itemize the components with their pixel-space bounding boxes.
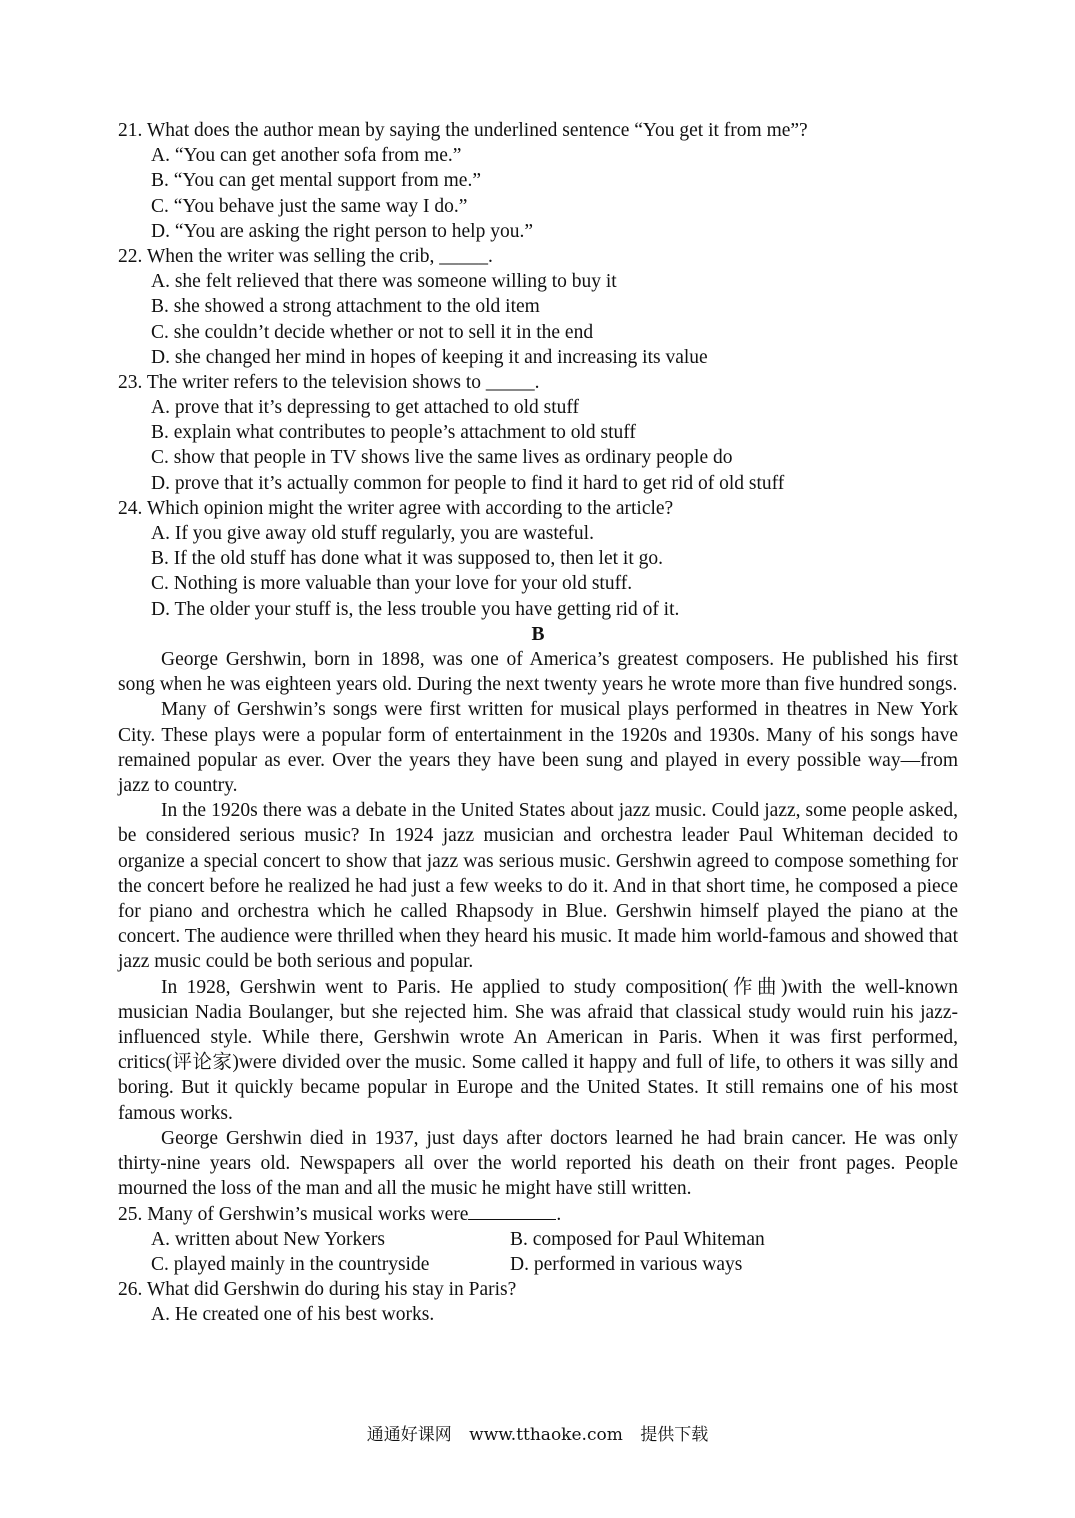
question-25-option-c: C. played mainly in the countryside — [151, 1253, 430, 1275]
section-b-heading: B — [531, 623, 545, 645]
question-22-option-c: C. she couldn’t decide whether or not to sell it in the end — [151, 321, 594, 343]
question-22-option-d: D. she changed her mind in hopes of keeping it and increasing its value — [151, 346, 708, 368]
footer-url[interactable]: www.tthaoke.com — [469, 1425, 623, 1445]
question-25-options-row-2 — [118, 1252, 958, 1277]
question-23-option-d: D. prove that it’s actually common for people to find it hard to get rid of old stuff — [151, 472, 785, 494]
question-24-stem: 24. Which opinion might the writer agree with according to the article? — [118, 497, 674, 519]
question-25-end: . — [556, 1204, 562, 1226]
question-24-option-d: D. The older your stuff is, the less trouble you have getting rid of it. — [151, 598, 680, 620]
answer-blank — [468, 1201, 556, 1220]
question-21-option-d: D. “You are asking the right person to help you.” — [151, 220, 533, 242]
question-25-options-row-1 — [118, 1227, 958, 1252]
question-25-option-a: A. written about New Yorkers — [151, 1228, 385, 1250]
question-25-option-b: B. composed for Paul Whiteman — [510, 1228, 765, 1250]
page-footer — [0, 1420, 1075, 1445]
question-22-option-a: A. she felt relieved that there was someone willing to buy it — [151, 271, 617, 293]
question-22-option-b: B. she showed a strong attachment to the old item — [151, 296, 540, 318]
question-26-stem: 26. What did Gershwin do during his stay in Paris? — [118, 1278, 517, 1300]
question-25-text: 25. Many of Gershwin’s musical works were — [118, 1204, 469, 1226]
question-23-stem: 23. The writer refers to the television shows to _____. — [118, 371, 540, 393]
passage-paragraph-3: In the 1920s there was a debate in the United States about jazz music. Could jazz, some people asked, be considered serious music? In 1924 jazz musician and orchestra leader Paul Whiteman decided to organize a special concert to show that jazz was serious music. Gershwin agreed to compose something for the concert before he realized he had just a few weeks to do it. And in that short time, he composed a piece for piano and orchestra which he called Rhapsody in Blue. Gershwin himself played the piano at the concert. The audience were thrilled when they heard his music. It made him world-famous and showed that jazz music could be both serious and popular. — [118, 800, 958, 973]
passage-paragraph-5: George Gershwin died in 1937, just days after doctors learned he had brain cancer. He was only thirty-nine years old. Newspapers all over the world reported his death on their front pages. People mourned the loss of the man and all the music he might have still written. — [118, 1127, 958, 1200]
footer-note: 提供下载 — [640, 1425, 709, 1445]
question-23-option-b: B. explain what contributes to people’s attachment to old stuff — [151, 422, 636, 444]
question-22-stem: 22. When the writer was selling the crib, _____. — [118, 245, 493, 267]
question-24-option-c: C. Nothing is more valuable than your love for your old stuff. — [151, 573, 633, 595]
question-24-option-b: B. If the old stuff has done what it was supposed to, then let it go. — [151, 548, 663, 570]
passage-paragraph-1: George Gershwin, born in 1898, was one of America’s greatest composers. He published his first song when he was eighteen years old. During the next twenty years he wrote more than five hundred songs. — [118, 648, 958, 696]
document-page — [118, 118, 958, 1327]
question-21-option-c: C. “You behave just the same way I do.” — [151, 195, 468, 217]
question-26-option-a: A. He created one of his best works. — [151, 1304, 435, 1326]
footer-site-name: 通通好课网 — [366, 1425, 452, 1445]
question-23-option-c: C. show that people in TV shows live the same lives as ordinary people do — [151, 447, 733, 469]
question-23-option-a: A. prove that it’s depressing to get attached to old stuff — [151, 397, 580, 419]
question-24-option-a: A. If you give away old stuff regularly, you are wasteful. — [151, 523, 594, 544]
question-25-option-d: D. performed in various ways — [510, 1253, 743, 1275]
passage-paragraph-2: Many of Gershwin’s songs were first written for musical plays performed in theatres in New York City. These plays were a popular form of entertainment in the 1920s and 1930s. Many of his songs have remained popular as ever. Over the years they have been sung and played in every possible way—from jazz to country. — [118, 699, 958, 796]
question-25-stem — [118, 1201, 958, 1226]
question-21-stem: 21. What does the author mean by saying the underlined sentence “You get it from me”? — [118, 120, 808, 141]
question-21-option-b: B. “You can get mental support from me.” — [151, 170, 481, 192]
question-21-option-a: A. “You can get another sofa from me.” — [151, 145, 462, 167]
passage-paragraph-4: In 1928, Gershwin went to Paris. He applied to study composition(作曲)with the well-known musician Nadia Boulanger, but she rejected him. She was afraid that classical study would ruin his jazz-influenced style. While there, Gershwin wrote An American in Paris. When it was first performed, critics(评论家)were divided over the music. Some called it happy and full of life, to others it was silly and boring. But it quickly became popular in Europe and the United States. It still remains one of his most famous works. — [118, 976, 958, 1124]
